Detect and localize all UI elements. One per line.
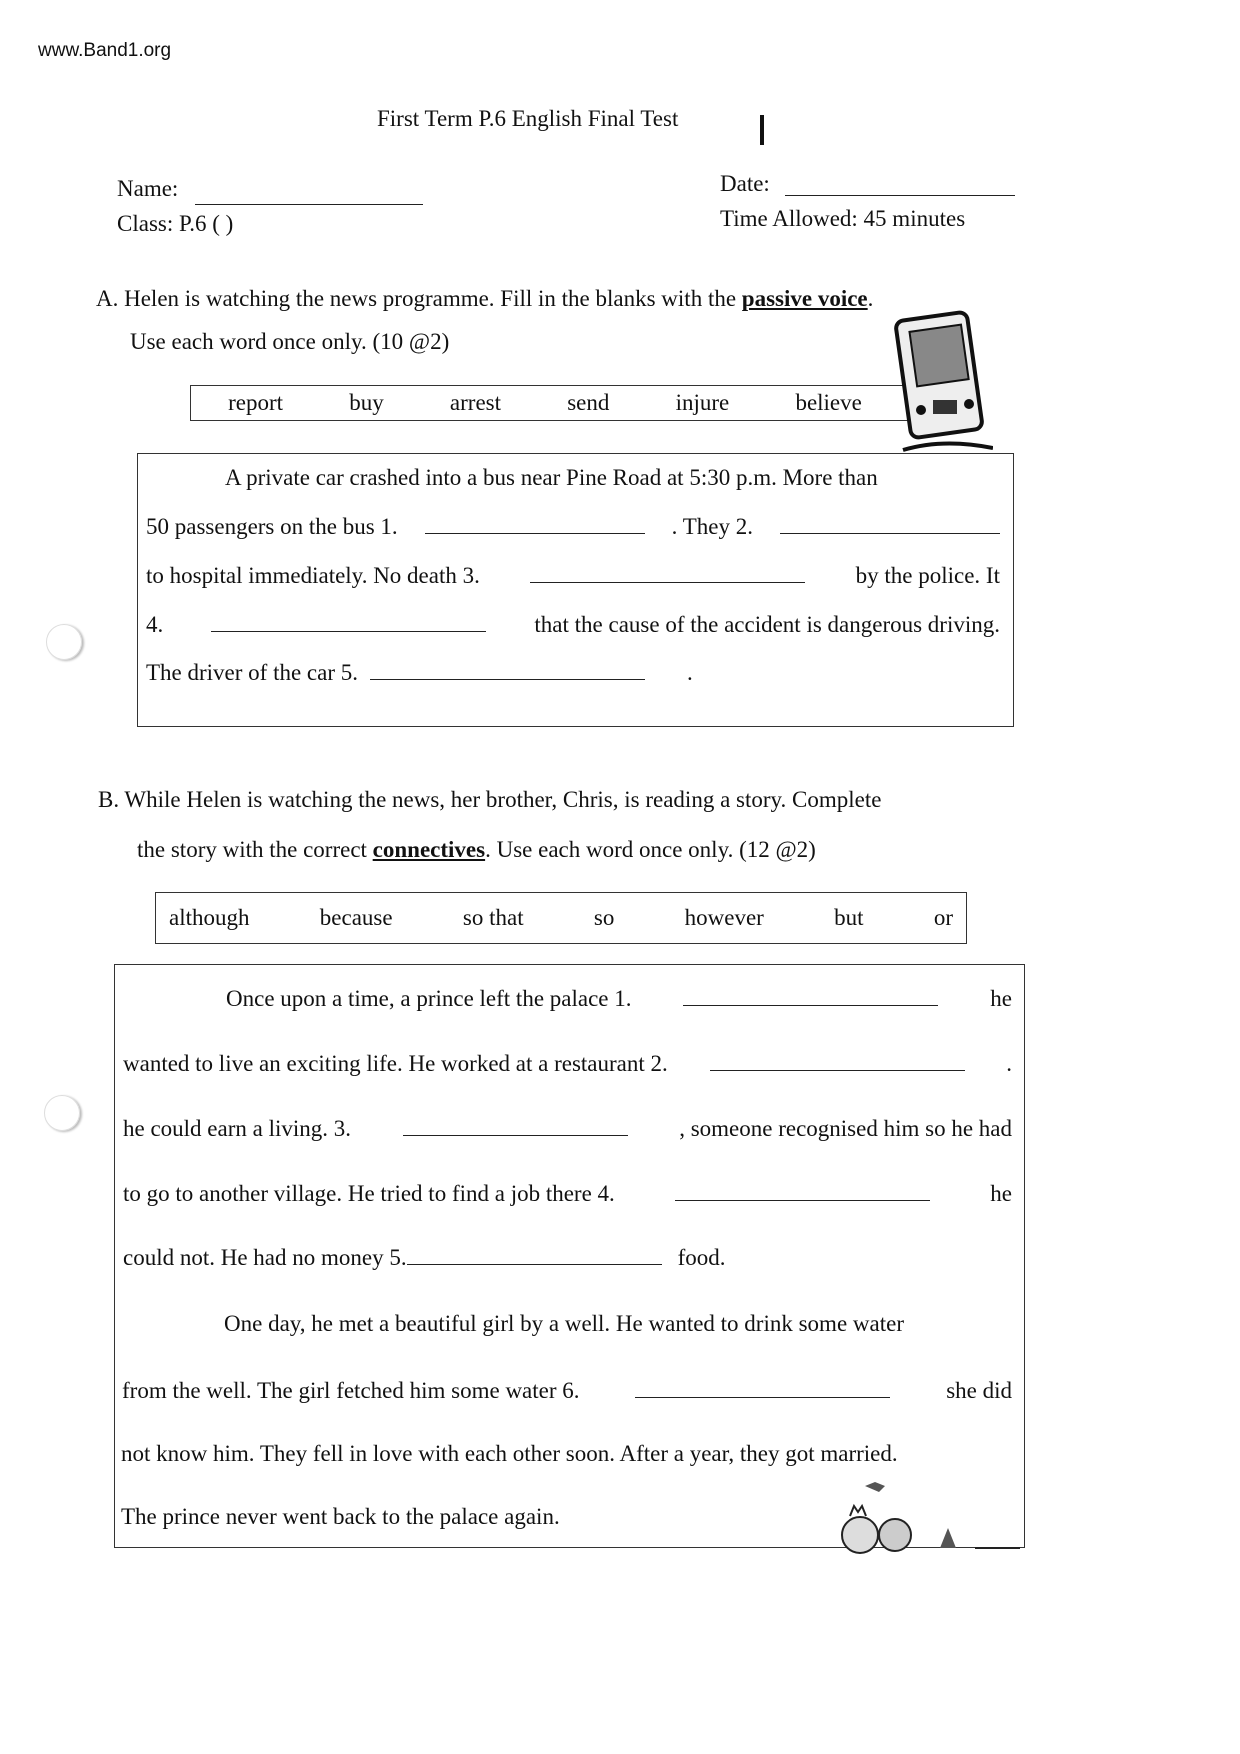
word-option: buy (349, 390, 384, 415)
word-list-a (195, 385, 895, 421)
story-text: he (990, 1181, 1012, 1206)
instruction-text: A. Helen is watching the news programme. Fill in the blanks with the (96, 286, 742, 311)
section-b-instruction: B. While Helen is watching the news, her brother, Chris, is reading a story. Complete (98, 787, 882, 812)
blank-5[interactable] (407, 1246, 662, 1265)
blank-5[interactable] (370, 661, 645, 680)
page-title: First Term P.6 English Final Test (377, 106, 679, 131)
word-option: arrest (449, 390, 501, 415)
word-option: but (834, 905, 864, 930)
story-text: could not. He had no money 5. (123, 1245, 407, 1270)
margin-mark (760, 115, 764, 145)
story-line (226, 986, 1012, 1012)
word-option: injure (675, 390, 730, 415)
section-a-instruction-2: Use each word once only. (10 @2) (130, 329, 450, 354)
passage-text: . They 2. (671, 514, 753, 539)
section-a-instruction (96, 286, 873, 312)
blank-6[interactable] (635, 1379, 890, 1398)
passage-line (146, 612, 1000, 638)
passage-line (146, 660, 693, 686)
passage-text: to hospital immediately. No death 3. (146, 563, 480, 588)
story-text: wanted to live an exciting life. He worked at a restaurant 2. (123, 1051, 668, 1076)
date-label: Date: (720, 171, 770, 196)
story-line (123, 1181, 1012, 1207)
word-option: so (593, 905, 615, 930)
bus-illustration-icon (893, 310, 993, 455)
word-option: believe (795, 390, 862, 415)
story-text: he could earn a living. 3. (123, 1116, 352, 1141)
story-text: he (990, 986, 1012, 1011)
story-line (123, 1245, 726, 1271)
story-text: The prince never went back to the palace again. (121, 1504, 560, 1529)
blank-1[interactable] (683, 987, 938, 1006)
word-option: send (567, 390, 610, 415)
site-watermark: www.Band1.org (38, 40, 172, 61)
story-text: from the well. The girl fetched him some water 6. (122, 1378, 580, 1403)
passage-text: The driver of the car 5. (146, 660, 359, 685)
blank-1[interactable] (425, 515, 645, 534)
instruction-text: the story with the correct (137, 837, 373, 862)
story-line (224, 1311, 1012, 1337)
instruction-keyword: connectives (372, 837, 486, 862)
story-text: . (1006, 1051, 1012, 1076)
word-option: although (169, 905, 250, 930)
prince-couple-illustration-icon (820, 1480, 1020, 1560)
section-b-instruction-2 (137, 837, 816, 863)
word-option: report (228, 390, 284, 415)
instruction-keyword: passive voice (741, 286, 868, 311)
blank-3[interactable] (403, 1117, 628, 1136)
story-text: food. (677, 1245, 726, 1270)
word-option: because (319, 905, 393, 930)
name-field[interactable] (195, 186, 423, 205)
story-line (122, 1378, 1012, 1404)
story-line (123, 1051, 1012, 1077)
blank-2[interactable] (710, 1052, 965, 1071)
passage-text: 50 passengers on the bus 1. (146, 514, 398, 539)
story-text: Once upon a time, a prince left the palace 1. (226, 986, 632, 1011)
word-option: so that (462, 905, 524, 930)
word-option: however (684, 905, 764, 930)
punch-hole (46, 624, 82, 660)
passage-line (146, 514, 1000, 540)
story-text: not know him. They fell in love with each other soon. After a year, they got married. (121, 1441, 898, 1466)
passage-text: . (687, 660, 693, 685)
name-label: Name: (117, 176, 179, 201)
punch-hole (44, 1095, 80, 1131)
passage-text: that the cause of the accident is dangerous driving. (534, 612, 1000, 637)
story-text: One day, he met a beautiful girl by a well. He wanted to drink some water (224, 1311, 904, 1336)
story-text: , someone recognised him so he had (679, 1116, 1012, 1141)
class-label: Class: P.6 ( ) (117, 211, 234, 236)
date-field[interactable] (785, 177, 1015, 196)
passage-line (146, 563, 1000, 589)
story-line (121, 1441, 1012, 1467)
passage-text: A private car crashed into a bus near Pine Road at 5:30 p.m. More than (225, 465, 878, 490)
passage-text: by the police. It (855, 563, 1000, 588)
instruction-text: . (867, 286, 874, 311)
time-allowed: Time Allowed: 45 minutes (720, 206, 966, 231)
blank-3[interactable] (530, 564, 805, 583)
story-text: to go to another village. He tried to find a job there 4. (123, 1181, 615, 1206)
passage-text: 4. (146, 612, 164, 637)
blank-2[interactable] (780, 515, 1000, 534)
story-line (121, 1504, 560, 1530)
story-line (123, 1116, 1012, 1142)
blank-4[interactable] (675, 1182, 930, 1201)
word-list-b (155, 892, 967, 944)
passage-line (225, 465, 1000, 491)
story-text: she did (946, 1378, 1012, 1403)
instruction-text: . Use each word once only. (12 @2) (485, 837, 816, 862)
word-option: or (933, 905, 953, 930)
blank-4[interactable] (211, 613, 486, 632)
